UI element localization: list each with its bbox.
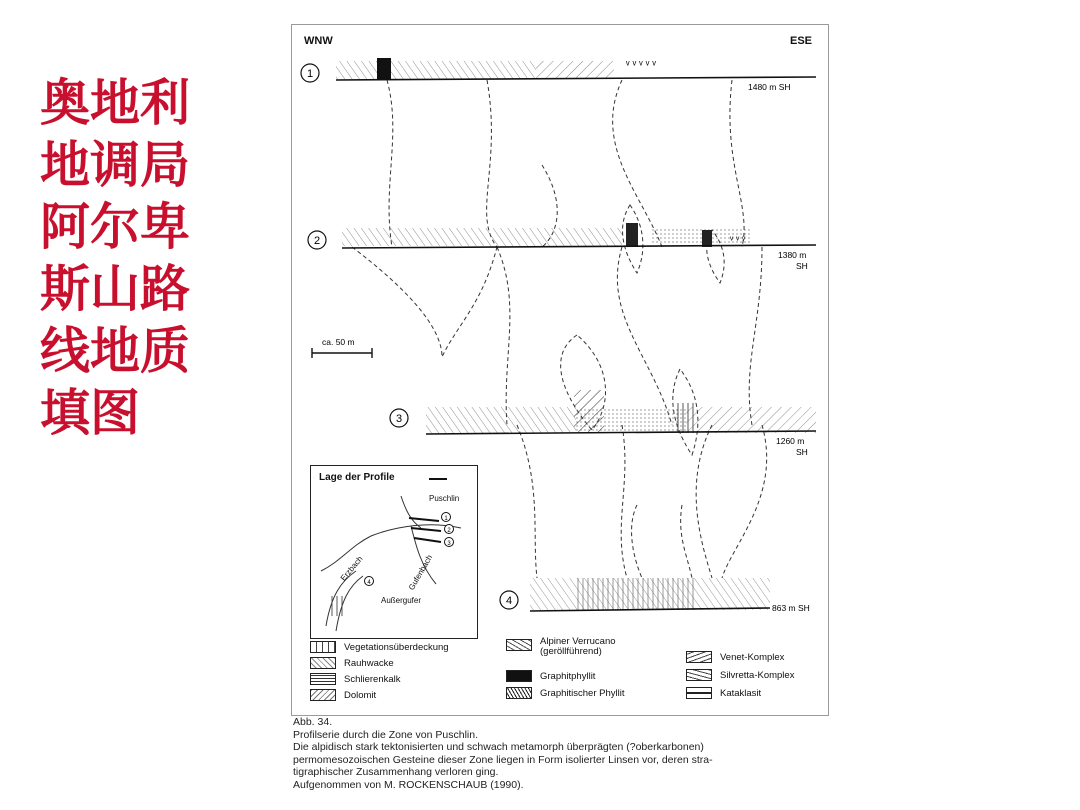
elevation-label: 1480 m SH: [748, 82, 791, 92]
elevation-label: 1380 m: [778, 250, 807, 260]
caption-line: permomesozoischen Gesteine dieser Zone liegen in Form isolierter Linsen vor, deren stra-: [293, 753, 713, 766]
figure-caption: [293, 716, 833, 791]
caption-line: tigraphischer Zusammenhang verloren ging.: [293, 766, 499, 778]
hatched-band: [426, 407, 576, 433]
legend-item: Alpiner Verrucano (geröllführend): [506, 637, 616, 657]
graphitischer-phyllit-pattern-icon: [506, 687, 532, 699]
inset-label-erzbach: Erzbach: [338, 554, 365, 583]
legend-item: Graphitphyllit: [506, 670, 595, 682]
schlierenkalk-pattern-icon: [310, 673, 336, 685]
svg-text:1: 1: [444, 516, 448, 522]
inset-title: Lage der Profile: [319, 472, 395, 483]
profile-2: [308, 223, 816, 271]
vegetation-symbol: ᵛ ᵛ ᵛ: [730, 235, 746, 246]
vegetation-pattern-icon: [310, 641, 336, 653]
legend-item: Schlierenkalk: [310, 673, 401, 685]
inset-label-aussergufer: Außergufer: [381, 596, 422, 605]
graphitphyllit-lens: [702, 230, 712, 247]
venet-pattern-icon: [686, 651, 712, 663]
slide-title-line: 奥地利: [40, 73, 190, 132]
elevation-label: 1260 m: [776, 436, 805, 446]
legend-item: Graphitischer Phyllit: [506, 687, 624, 699]
kataklasit-pattern-icon: [686, 687, 712, 699]
location-inset-map: [310, 465, 478, 639]
orientation-left-label: WNW: [304, 35, 333, 47]
caption-line: Profilserie durch die Zone von Puschlin.: [293, 728, 479, 741]
svg-text:2: 2: [447, 528, 451, 534]
elevation-label: SH: [796, 447, 808, 457]
legend-item: Rauhwacke: [310, 657, 394, 669]
caption-line: Aufgenommen von M. ROCKENSCHAUB (1990).: [293, 778, 524, 791]
profile-4: [500, 578, 810, 613]
hatched-band: [686, 407, 816, 433]
profile-3: [390, 390, 816, 457]
scale-label: ca. 50 m: [322, 337, 355, 347]
profile-number: 4: [505, 595, 513, 607]
geological-figure: [291, 24, 829, 716]
inset-label-puschlin: Puschlin: [429, 494, 460, 503]
vegetation-symbol: ᵛ ᵛ ᵛ ᵛ ᵛ: [626, 59, 656, 71]
striped-band: [577, 578, 697, 610]
caption-line: Abb. 34.: [293, 716, 333, 728]
inset-map-drawing: [311, 466, 477, 638]
slide-title-line: 阿尔卑: [40, 197, 190, 256]
slide-title-line: 地调局: [40, 135, 190, 194]
caption-line: Die alpidisch stark tektonisierten und schwach metamorph überprägten (?oberkarbonen): [293, 741, 704, 753]
svg-text:4: 4: [367, 580, 371, 586]
hatched-band: [336, 61, 536, 79]
orientation-right-label: ESE: [789, 35, 812, 47]
profile-number: 1: [306, 68, 314, 80]
profile-number: 3: [395, 413, 403, 425]
verrucano-pattern-icon: [506, 639, 532, 651]
legend-item: Kataklasit: [686, 687, 761, 699]
slide-title-line: 线地质: [40, 321, 190, 380]
legend-item: Dolomit: [310, 689, 376, 701]
inset-label-gufenbach: Gufenbach: [406, 553, 435, 592]
graphitischer-phyllit-lens: [574, 390, 604, 432]
elevation-label: 863 m SH: [772, 603, 810, 613]
graphitphyllit-pattern-icon: [506, 670, 532, 682]
slide-title-line: 填图: [40, 383, 140, 442]
graphitischer-phyllit-lens: [676, 403, 694, 433]
profile-1: [301, 58, 816, 92]
scale-bar: [312, 337, 372, 358]
slide-title-line: 斯山路: [40, 259, 190, 318]
legend-item: Venet-Komplex: [686, 651, 784, 663]
slide-title: [40, 72, 210, 444]
silvretta-pattern-icon: [686, 669, 712, 681]
hatched-band: [536, 61, 614, 79]
rauhwacke-pattern-icon: [310, 657, 336, 669]
dolomit-pattern-icon: [310, 689, 336, 701]
graphitphyllit-lens: [377, 58, 391, 80]
legend-item: Vegetationsüberdeckung: [310, 641, 449, 653]
svg-text:3: 3: [447, 541, 451, 547]
legend-item: Silvretta-Komplex: [686, 669, 794, 681]
hatched-band: [342, 228, 622, 246]
graphitphyllit-lens: [626, 223, 638, 247]
profile-number: 2: [313, 235, 321, 247]
elevation-label: SH: [796, 261, 808, 271]
